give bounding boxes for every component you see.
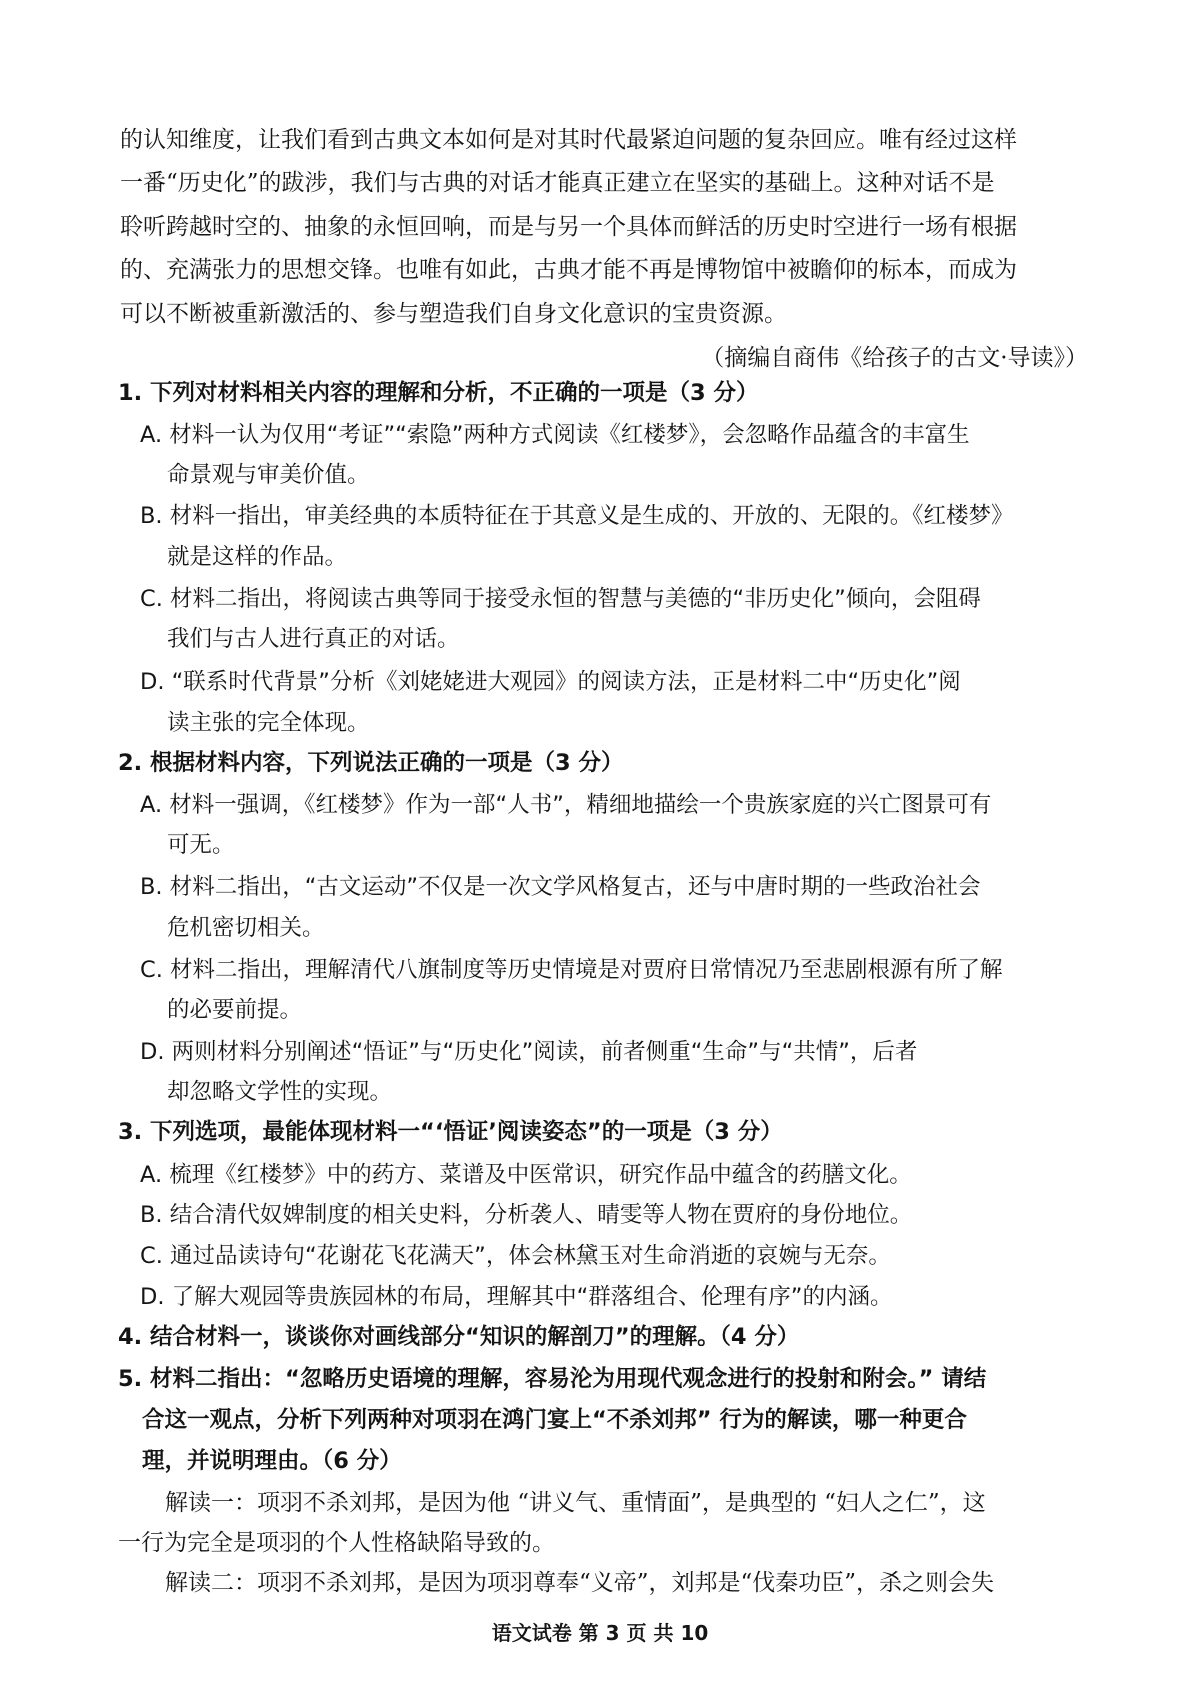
q2-option-b-cont: 危机密切相关。 — [167, 915, 325, 941]
q1-option-c-cont: 我们与古人进行真正的对话。 — [167, 626, 460, 652]
q3-option-a: A. 梳理《红楼梦》中的药方、菜谱及中医常识，研究作品中蕴含的药膳文化。 — [140, 1162, 912, 1188]
q1-option-b: B. 材料一指出，审美经典的本质特征在于其意义是生成的、开放的、无限的。《红楼梦》 — [140, 503, 1014, 529]
q1-option-b-cont: 就是这样的作品。 — [167, 544, 348, 570]
passage-line: 聆听跨越时空的、抽象的永恒回响，而是与另一个具体而鲜活的历史时空进行一场有根据 — [120, 214, 1017, 240]
interpretation-1: 解读一：项羽不杀刘邦，是因为他 “讲义气、重情面”，是典型的 “妇人之仁”，这 — [165, 1490, 986, 1516]
interpretation-2: 解读二：项羽不杀刘邦，是因为项羽尊奉“义帝”，刘邦是“伐秦功臣”，杀之则会失 — [165, 1570, 995, 1596]
q2-option-b: B. 材料二指出，“古文运动”不仅是一次文学风格复古，还与中唐时期的一些政治社会 — [140, 874, 981, 900]
passage-line: 的认知维度，让我们看到古典文本如何是对其时代最紧迫问题的复杂回应。唯有经过这样 — [120, 127, 1017, 153]
page-footer: 语文试卷 第 3 页 共 10 — [491, 1621, 709, 1645]
q1-option-d-cont: 读主张的完全体现。 — [167, 710, 370, 736]
q2-option-a: A. 材料一强调，《红楼梦》作为一部“人书”，精细地描绘一个贵族家庭的兴亡图景可有 — [140, 792, 992, 818]
question-5-stem-cont: 理，并说明理由。（6 分） — [142, 1448, 402, 1474]
q2-option-a-cont: 可无。 — [167, 832, 235, 858]
q1-option-a-cont: 命景观与审美价值。 — [167, 462, 370, 488]
question-3-stem: 3. 下列选项，最能体现材料一“‘悟证’阅读姿态”的一项是（3 分） — [118, 1119, 783, 1145]
question-5-stem-cont: 合这一观点，分析下列两种对项羽在鸿门宴上“不杀刘邦” 行为的解读，哪一种更合 — [142, 1407, 967, 1433]
question-5-stem: 5. 材料二指出：“忽略历史语境的理解，容易沦为用现代观念进行的投射和附会。” 请结 — [118, 1366, 987, 1392]
passage-line: 的、充满张力的思想交锋。也唯有如此，古典才能不再是博物馆中被瞻仰的标本，而成为 — [120, 257, 1017, 283]
q2-option-d: D. 两则材料分别阐述“悟证”与“历史化”阅读，前者侧重“生命”与“共情”，后者 — [140, 1039, 918, 1065]
q3-option-d: D. 了解大观园等贵族园林的布局，理解其中“群落组合、伦理有序”的内涵。 — [140, 1284, 893, 1310]
q2-option-c: C. 材料二指出，理解清代八旗制度等历史情境是对贾府日常情况乃至悲剧根源有所了解 — [140, 957, 1003, 983]
q3-option-b: B. 结合清代奴婢制度的相关史料，分析袭人、晴雯等人物在贾府的身份地位。 — [140, 1202, 913, 1228]
passage-line: 可以不断被重新激活的、参与塑造我们自身文化意识的宝贵资源。 — [120, 301, 787, 327]
interpretation-1-cont: 一行为完全是项羽的个人性格缺陷导致的。 — [118, 1530, 555, 1556]
q2-option-d-cont: 却忽略文学性的实现。 — [167, 1079, 393, 1105]
question-4-stem: 4. 结合材料一，谈谈你对画线部分“知识的解剖刀”的理解。（4 分） — [118, 1324, 800, 1350]
passage-line: 一番“历史化”的跋涉，我们与古典的对话才能真正建立在坚实的基础上。这种对话不是 — [120, 170, 995, 196]
q1-option-a: A. 材料一认为仅用“考证”“索隐”两种方式阅读《红楼梦》，会忽略作品蕴含的丰富生 — [140, 422, 970, 448]
q3-option-c: C. 通过品读诗句“花谢花飞花满天”，体会林黛玉对生命消逝的哀婉与无奈。 — [140, 1243, 891, 1269]
q1-option-c: C. 材料二指出，将阅读古典等同于接受永恒的智慧与美德的“非历史化”倾向，会阻碍 — [140, 586, 981, 612]
question-2-stem: 2. 根据材料内容，下列说法正确的一项是（3 分） — [118, 750, 624, 776]
question-1-stem: 1. 下列对材料相关内容的理解和分析，不正确的一项是（3 分） — [118, 380, 759, 406]
q1-option-d: D. “联系时代背景”分析《刘姥姥进大观园》的阅读方法，正是材料二中“历史化”阅 — [140, 669, 961, 695]
source-attribution: （摘编自商伟《给孩子的古文·导读》） — [701, 345, 1088, 371]
q2-option-c-cont: 的必要前提。 — [167, 997, 303, 1023]
